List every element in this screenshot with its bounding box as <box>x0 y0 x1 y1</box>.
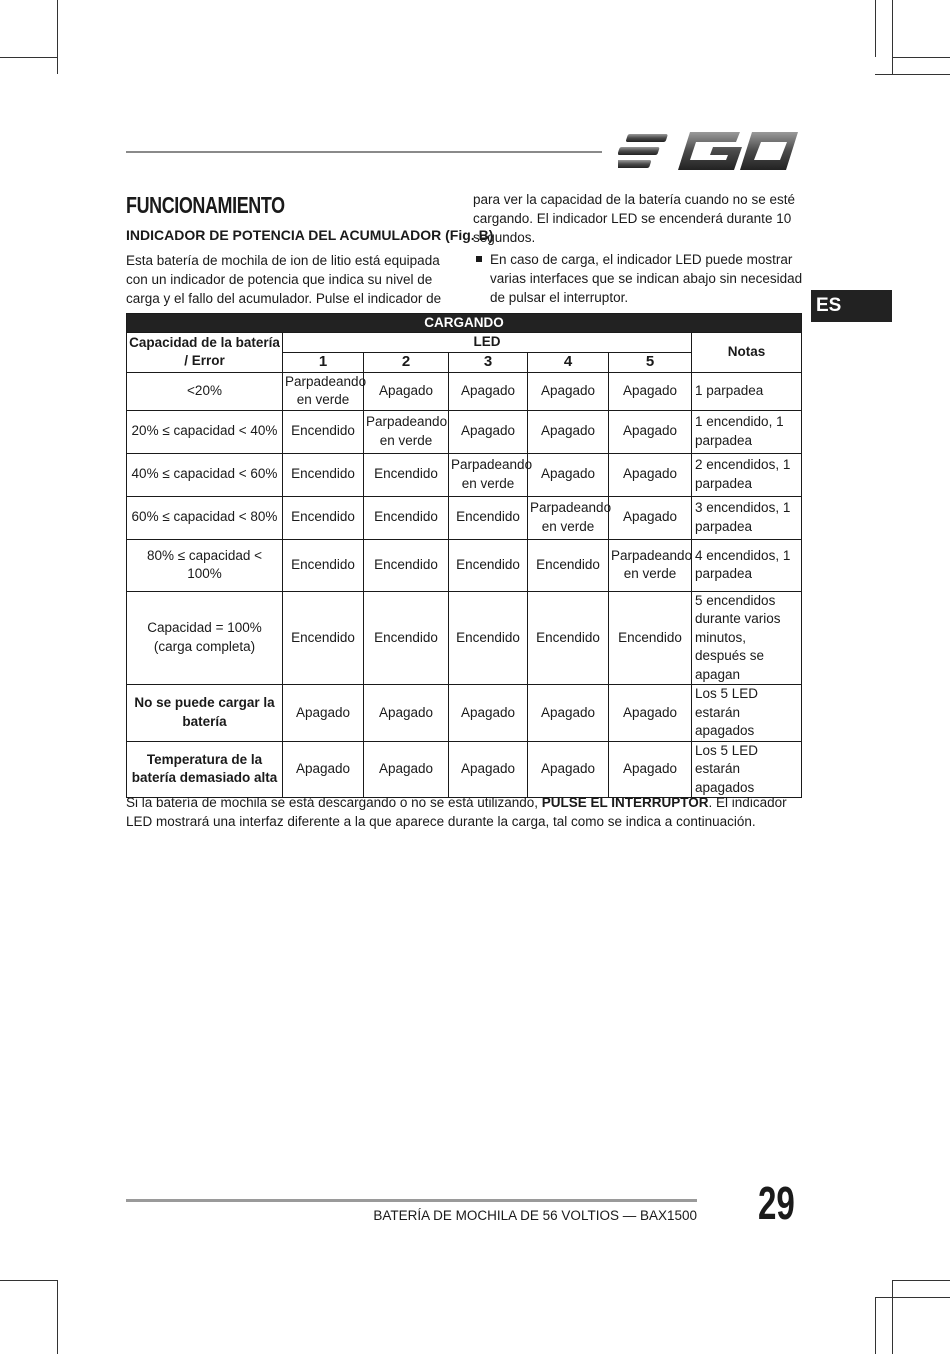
led-cell: Apagado <box>528 741 609 798</box>
crop-mark <box>875 1297 876 1354</box>
language-tab: ES <box>811 290 892 322</box>
led-cell: Parpadeando en verde <box>528 496 609 539</box>
capacity-cell: 80% ≤ capacidad < 100% <box>127 539 283 591</box>
capacity-cell: 20% ≤ capacidad < 40% <box>127 410 283 453</box>
led-cell: Apagado <box>364 372 449 410</box>
led-cell: Apagado <box>609 741 692 798</box>
led-cell: Apagado <box>449 410 528 453</box>
capacity-cell: <20% <box>127 372 283 410</box>
crop-mark <box>892 1280 893 1354</box>
header-rule <box>126 151 602 153</box>
discharge-text-end: . El indicador LED mostrará una interfaz diferente a la que aparece durante la carga, tal como se indica a continuación. <box>126 795 787 830</box>
notes-cell: Los 5 LED estarán apagados <box>692 741 802 798</box>
table-caption: CARGANDO <box>127 314 802 333</box>
page-number: 29 <box>758 1177 795 1229</box>
notes-cell: 1 parpadea <box>692 372 802 410</box>
footer-rule <box>126 1199 697 1202</box>
capacity-cell: 60% ≤ capacidad < 80% <box>127 496 283 539</box>
notes-cell: 5 encendidos durante varios minutos, después se apagan <box>692 591 802 685</box>
crop-mark <box>892 57 950 58</box>
crop-mark <box>892 0 893 74</box>
section-subtitle: INDICADOR DE POTENCIA DEL ACUMULADOR (Fig. B) <box>126 227 494 243</box>
notes-cell: 1 encendido, 1 parpadea <box>692 410 802 453</box>
led-cell: Apagado <box>528 685 609 742</box>
table-row <box>127 591 802 685</box>
notes-cell: 3 encendidos, 1 parpadea <box>692 496 802 539</box>
crop-mark <box>875 0 876 57</box>
led-cell: Encendido <box>528 591 609 685</box>
crop-mark <box>0 57 57 58</box>
led-cell: Parpadeando en verde <box>364 410 449 453</box>
capacity-cell: Temperatura de la batería demasiado alta <box>127 741 283 798</box>
led-cell: Parpadeando en verde <box>609 539 692 591</box>
led-cell: Encendido <box>449 539 528 591</box>
led-cell: Encendido <box>283 539 364 591</box>
table-row <box>127 372 802 410</box>
footer-product: BATERÍA DE MOCHILA DE 56 VOLTIOS — BAX1500 <box>373 1208 697 1223</box>
led-cell: Encendido <box>283 591 364 685</box>
header-notes: Notas <box>692 333 802 373</box>
table-row <box>127 496 802 539</box>
led-cell: Apagado <box>449 685 528 742</box>
led-cell: Encendido <box>364 539 449 591</box>
capacity-cell: No se puede cargar la batería <box>127 685 283 742</box>
led-cell: Apagado <box>364 685 449 742</box>
table-row <box>127 539 802 591</box>
led-cell: Apagado <box>364 741 449 798</box>
led-cell: Parpadeando en verde <box>449 453 528 496</box>
led-cell: Apagado <box>528 453 609 496</box>
crop-mark <box>57 0 58 74</box>
header-capacity: Capacidad de la batería / Error <box>127 333 283 373</box>
led-number: 5 <box>609 352 692 372</box>
crop-mark <box>875 1297 950 1298</box>
led-number: 1 <box>283 352 364 372</box>
bullet-text: En caso de carga, el indicador LED puede mostrar varias interfaces que se indican abajo sin necesidad de pulsar el interruptor. <box>490 252 803 306</box>
bullet-square-icon <box>476 256 482 262</box>
led-cell: Apagado <box>609 453 692 496</box>
discharge-emphasis: PULSE EL INTERRUPTOR <box>541 795 709 810</box>
table-row <box>127 741 802 798</box>
notes-cell: 4 encendidos, 1 parpadea <box>692 539 802 591</box>
charging-led-table <box>126 313 802 798</box>
ego-logo <box>618 128 800 174</box>
led-cell: Apagado <box>609 410 692 453</box>
crop-mark <box>0 1280 57 1281</box>
led-cell: Apagado <box>283 741 364 798</box>
led-cell: Encendido <box>364 453 449 496</box>
table-row <box>127 453 802 496</box>
discharge-text: Si la batería de mochila se está descargando o no se está utilizando, <box>126 795 542 810</box>
discharge-paragraph <box>126 793 806 831</box>
led-cell: Apagado <box>449 372 528 410</box>
header-led: LED <box>283 333 692 353</box>
capacity-cell: Capacidad = 100% (carga completa) <box>127 591 283 685</box>
table-row <box>127 685 802 742</box>
led-cell: Apagado <box>283 685 364 742</box>
intro-paragraph: Esta batería de mochila de ion de litio está equipada con un indicador de potencia que indica su nivel de carga y el fallo del acumulador. Pulse el indicador de <box>126 253 442 307</box>
led-cell: Apagado <box>528 410 609 453</box>
led-cell: Apagado <box>609 496 692 539</box>
led-cell: Encendido <box>449 591 528 685</box>
led-cell: Parpadeando en verde <box>283 372 364 410</box>
bullet-item <box>473 250 803 308</box>
crop-mark <box>875 74 950 75</box>
led-cell: Encendido <box>364 591 449 685</box>
notes-cell: Los 5 LED estarán apagados <box>692 685 802 742</box>
crop-mark <box>57 1280 58 1354</box>
table-row <box>127 410 802 453</box>
led-number: 4 <box>528 352 609 372</box>
crop-mark <box>892 1280 950 1281</box>
led-cell: Apagado <box>609 372 692 410</box>
capacity-cell: 40% ≤ capacidad < 60% <box>127 453 283 496</box>
led-cell: Apagado <box>449 741 528 798</box>
led-cell: Encendido <box>283 410 364 453</box>
led-cell: Encendido <box>609 591 692 685</box>
led-cell: Encendido <box>364 496 449 539</box>
led-cell: Apagado <box>609 685 692 742</box>
intro-paragraph-continued: para ver la capacidad de la batería cuando no se esté cargando. El indicador LED se encenderá durante 10 segundos. <box>473 192 795 246</box>
led-cell: Encendido <box>283 453 364 496</box>
led-cell: Apagado <box>528 372 609 410</box>
notes-cell: 2 encendidos, 1 parpadea <box>692 453 802 496</box>
led-number: 2 <box>364 352 449 372</box>
led-cell: Encendido <box>283 496 364 539</box>
led-number: 3 <box>449 352 528 372</box>
section-title: FUNCIONAMIENTO <box>126 192 285 218</box>
led-cell: Encendido <box>449 496 528 539</box>
led-cell: Encendido <box>528 539 609 591</box>
